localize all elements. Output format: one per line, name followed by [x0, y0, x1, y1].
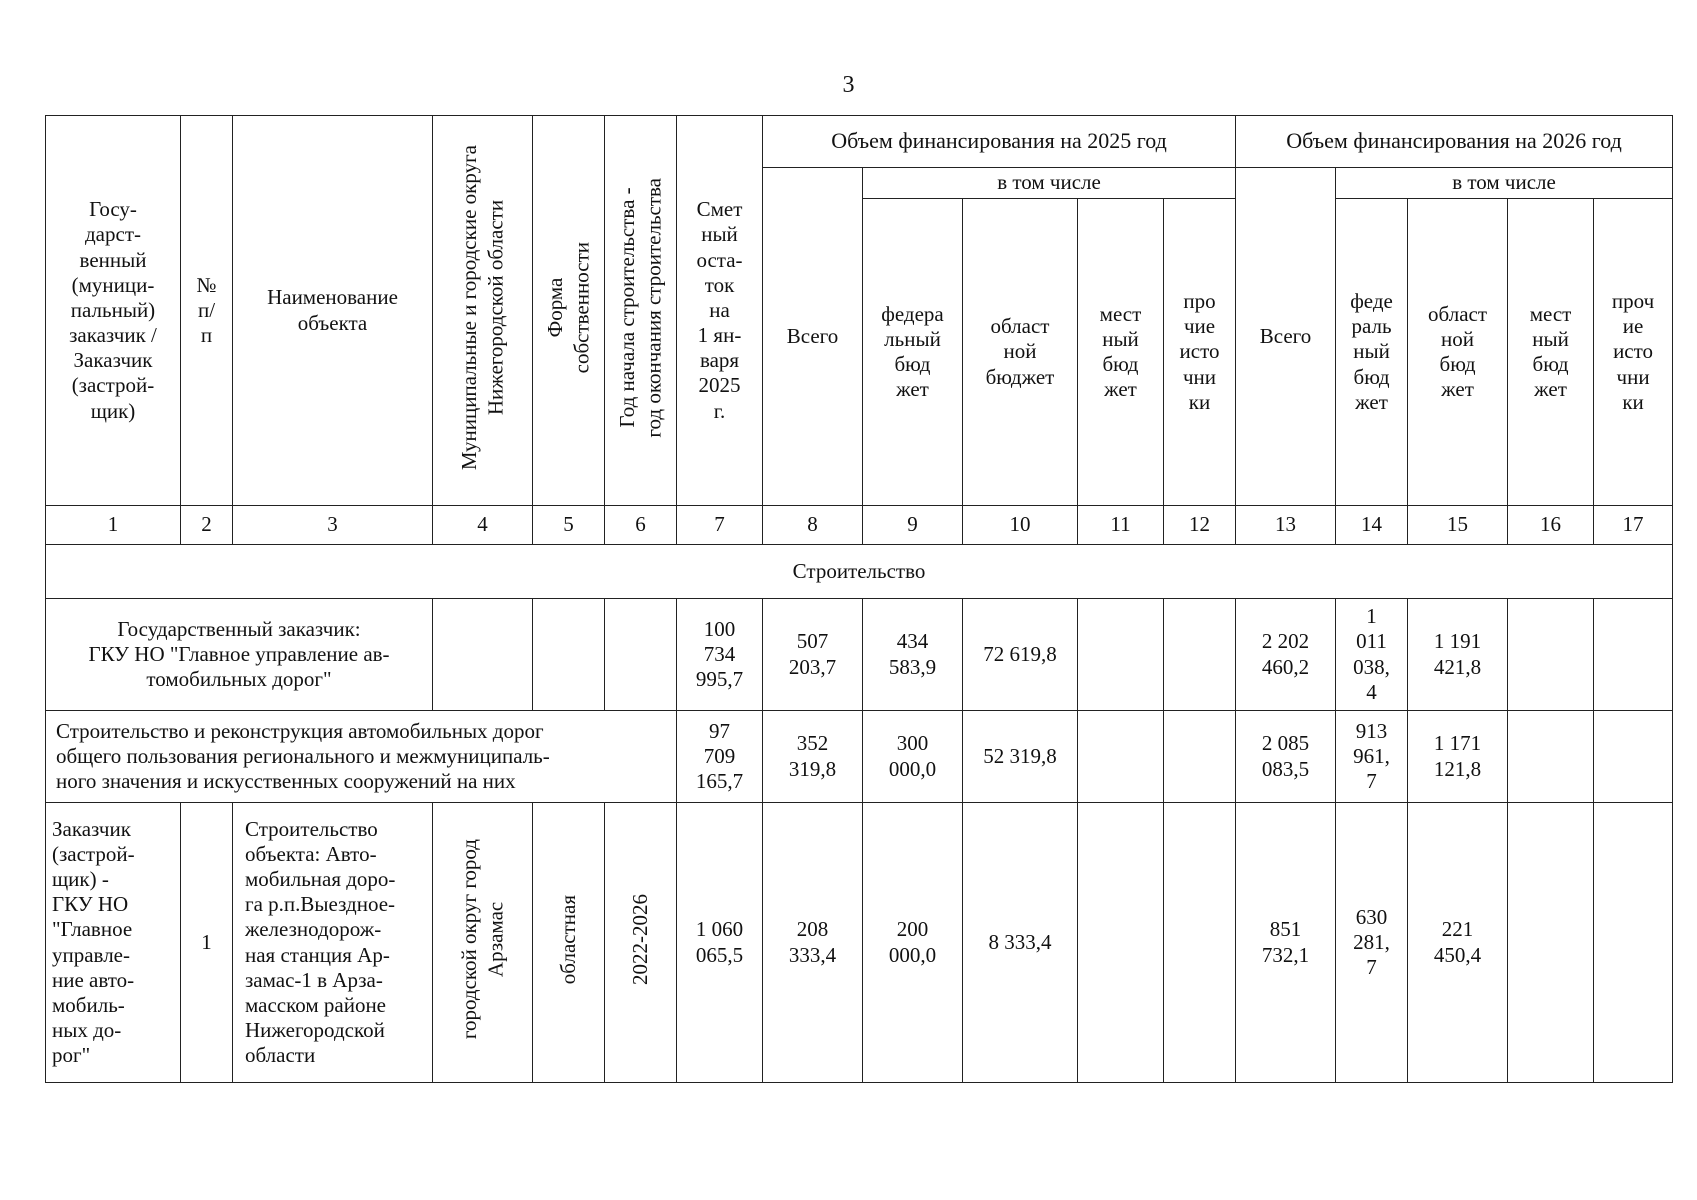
regional-2025-cell: 8 333,4: [963, 803, 1078, 1083]
header-years: Год начала строительства - год окончания строительства: [605, 116, 677, 506]
column-number: 12: [1164, 506, 1236, 545]
object-ownership: областная: [533, 803, 605, 1083]
column-number: 1: [46, 506, 181, 545]
page-number: 3: [842, 72, 855, 98]
header-local-2025: мест ный бюд жет: [1078, 199, 1164, 506]
object-district: городской округ город Арзамас: [433, 803, 533, 1083]
header-index: № п/ п: [181, 116, 233, 506]
regional-2026-cell: 1 171 121,8: [1408, 711, 1508, 803]
section-title: Строительство: [46, 545, 1673, 599]
federal-2025-cell: 434 583,9: [863, 599, 963, 711]
object-row: [46, 803, 1673, 1083]
header-customer: Госу- дарст- венный (муници- пальный) заказчик / Заказчик (застрой- щик): [46, 116, 181, 506]
remainder-cell: 100 734 995,7: [677, 599, 763, 711]
total-2025-cell: 352 319,8: [763, 711, 863, 803]
total-2026-cell: 2 202 460,2: [1236, 599, 1336, 711]
column-number: 17: [1594, 506, 1673, 545]
header-total-2025: Всего: [763, 168, 863, 506]
column-numbers-row: [46, 506, 1673, 545]
federal-2026-cell: 1 011 038, 4: [1336, 599, 1408, 711]
object-name: Строительство объекта: Авто- мобильная доро- га р.п.Выездное- железнодорож- ная станция Ар- замас-1 в Арза- масском районе Нижегородской области: [233, 803, 433, 1083]
object-years: 2022-2026: [605, 803, 677, 1083]
header-other-2026: проч ие исто чни ки: [1594, 199, 1673, 506]
header-object-name: Наименование объекта: [233, 116, 433, 506]
financing-table: [45, 115, 1673, 1083]
column-number: 6: [605, 506, 677, 545]
federal-2025-cell: 300 000,0: [863, 711, 963, 803]
header-including-2025: в том числе: [863, 168, 1236, 199]
header-federal-2025: федера льный бюд жет: [863, 199, 963, 506]
remainder-cell: 1 060 065,5: [677, 803, 763, 1083]
total-2025-cell: 507 203,7: [763, 599, 863, 711]
header-other-2025: про чие исто чни ки: [1164, 199, 1236, 506]
customer-row: [46, 599, 1673, 711]
column-number: 2: [181, 506, 233, 545]
customer-name: Государственный заказчик: ГКУ НО "Главное управление ав- томобильных дорог": [46, 599, 433, 711]
total-2026-cell: 851 732,1: [1236, 803, 1336, 1083]
header-ownership: Форма собственности: [533, 116, 605, 506]
federal-2026-cell: 913 961, 7: [1336, 711, 1408, 803]
column-number: 7: [677, 506, 763, 545]
header-federal-2026: феде раль ный бюд жет: [1336, 199, 1408, 506]
header-total-2026: Всего: [1236, 168, 1336, 506]
total-2025-cell: 208 333,4: [763, 803, 863, 1083]
column-number: 8: [763, 506, 863, 545]
header-regional-2026: област ной бюд жет: [1408, 199, 1508, 506]
column-number: 14: [1336, 506, 1408, 545]
column-number: 13: [1236, 506, 1336, 545]
regional-2025-cell: 52 319,8: [963, 711, 1078, 803]
object-index: 1: [181, 803, 233, 1083]
header-local-2026: мест ный бюд жет: [1508, 199, 1594, 506]
column-number: 10: [963, 506, 1078, 545]
header-regional-2025: област ной бюджет: [963, 199, 1078, 506]
column-number: 15: [1408, 506, 1508, 545]
federal-2026-cell: 630 281, 7: [1336, 803, 1408, 1083]
section-row: [46, 545, 1673, 599]
column-number: 4: [433, 506, 533, 545]
total-2026-cell: 2 085 083,5: [1236, 711, 1336, 803]
object-customer: Заказчик (застрой- щик) - ГКУ НО "Главное управле- ние авто- мобиль- ных до- рог": [46, 803, 181, 1083]
column-number: 9: [863, 506, 963, 545]
remainder-cell: 97 709 165,7: [677, 711, 763, 803]
column-number: 16: [1508, 506, 1594, 545]
header-including-2026: в том числе: [1336, 168, 1673, 199]
regional-2025-cell: 72 619,8: [963, 599, 1078, 711]
regional-2026-cell: 1 191 421,8: [1408, 599, 1508, 711]
column-number: 11: [1078, 506, 1164, 545]
header-district: Муниципальные и городские округа Нижегородской области: [433, 116, 533, 506]
header-financing-2025: Объем финансирования на 2025 год: [763, 116, 1236, 168]
regional-2026-cell: 221 450,4: [1408, 803, 1508, 1083]
federal-2025-cell: 200 000,0: [863, 803, 963, 1083]
column-number: 5: [533, 506, 605, 545]
header-remainder: Смет ный оста- ток на 1 ян- варя 2025 г.: [677, 116, 763, 506]
program-row: [46, 711, 1673, 803]
column-number: 3: [233, 506, 433, 545]
header-financing-2026: Объем финансирования на 2026 год: [1236, 116, 1673, 168]
program-name: Строительство и реконструкция автомобильных дорог общего пользования регионального и межмуниципаль- ного значения и искусственных сооружений на них: [46, 711, 677, 803]
